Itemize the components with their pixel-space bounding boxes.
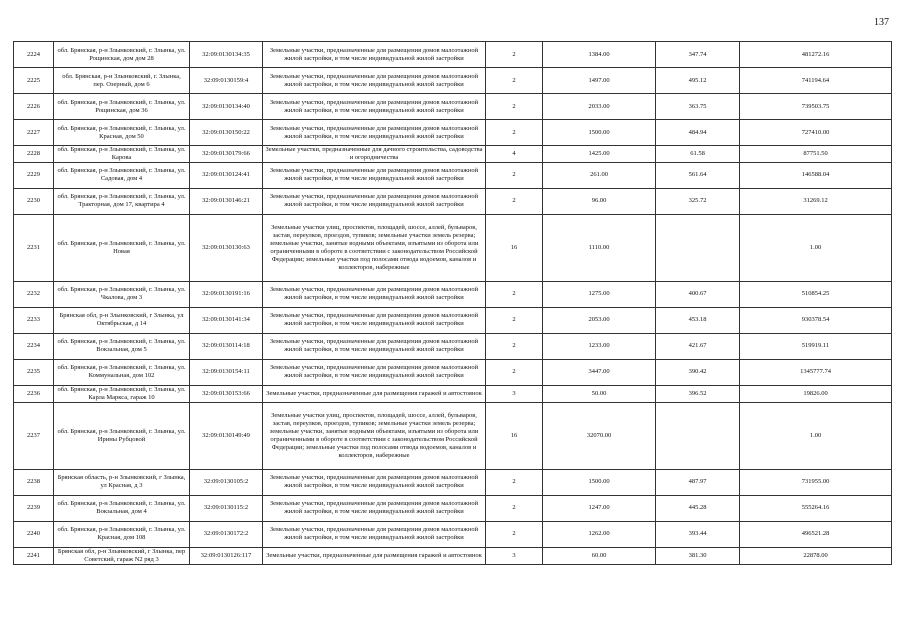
cadastral-value-cell: 496521.28 [740,521,892,547]
cadastral-value-cell: 22878.00 [740,547,892,564]
row-number: 2232 [14,281,54,307]
address-cell: обл. Брянская, р-н Злынковский, г. Злынка, ул. Красная, дом 108 [54,521,190,547]
row-number: 2227 [14,120,54,146]
cadastral-value-cell: 19826.00 [740,385,892,402]
land-use-cell: Земельные участки, предназначенные для размещения домов малоэтажной жилой застройки, в том числе индивидуальной жилой застройки [263,469,486,495]
address-cell: обл. Брянская, р-н Злынковский, г. Злынка, ул. Карла Маркса, гараж 10 [54,385,190,402]
land-use-cell: Земельные участки улиц, проспектов, площадей, шоссе, аллей, бульваров, застав, переулков, проездов, тупиков; земельные участки земель резерва; земельные участки, занятые водными объектами, изъятыми из оборота или ограниченными в обороте в соответствии с законодательством Российской Федерации; земельные участки под полосами отвода водоемов, каналов и коллекторов, набережные [263,402,486,469]
address-cell: обл. Брянская, р-н Злынковский, г. Злынка, ул. Красная, дом 50 [54,120,190,146]
table-row [14,42,892,68]
category-cell: 2 [486,42,543,68]
category-cell: 2 [486,68,543,94]
address-cell: обл. Брянская, р-н Злынковский, г. Злынка, ул. Чкалова, дом 3 [54,281,190,307]
table-row [14,521,892,547]
table-row [14,214,892,281]
area-cell: 1233.00 [543,333,656,359]
address-cell: обл. Брянская, р-н Злынковский, г. Злынка, ул. Вокзальная, дом 5 [54,333,190,359]
cadastral-number-cell: 32:09:0130124:41 [190,162,263,188]
area-cell: 1500.00 [543,120,656,146]
table-row [14,146,892,163]
cadastral-number-cell: 32:09:0130134:35 [190,42,263,68]
specific-value-cell: 61.58 [656,146,740,163]
table-row [14,469,892,495]
area-cell: 1497.00 [543,68,656,94]
cadastral-value-cell: 731955.00 [740,469,892,495]
category-cell: 2 [486,281,543,307]
address-cell: обл. Брянская, р-н Злынковский, г. Злынка, ул. Тракторная, дом 17, квартира 4 [54,188,190,214]
specific-value-cell: 325.72 [656,188,740,214]
row-number: 2228 [14,146,54,163]
table-row [14,385,892,402]
cadastral-value-cell: 741194.64 [740,68,892,94]
specific-value-cell: 453.18 [656,307,740,333]
land-use-cell: Земельные участки, предназначенные для размещения домов малоэтажной жилой застройки, в том числе индивидуальной жилой застройки [263,42,486,68]
specific-value-cell: 396.52 [656,385,740,402]
cadastral-number-cell: 32:09:0130134:40 [190,94,263,120]
cadastral-number-cell: 32:09:0130130:63 [190,214,263,281]
specific-value-cell [656,214,740,281]
area-cell: 1384.00 [543,42,656,68]
cadastral-number-cell: 32:09:0130141:34 [190,307,263,333]
specific-value-cell [656,402,740,469]
address-cell: обл. Брянская, р-н Злынковский, г. Злынка, ул. Садовая, дом 4 [54,162,190,188]
cadastral-value-cell: 555264.16 [740,495,892,521]
cadastral-value-cell: 519919.11 [740,333,892,359]
row-number: 2237 [14,402,54,469]
row-number: 2233 [14,307,54,333]
category-cell: 2 [486,469,543,495]
cadastral-value-cell: 146588.04 [740,162,892,188]
row-number: 2230 [14,188,54,214]
address-cell: обл. Брянская, р-н Злынковский, г. Злынка, ул. Карова [54,146,190,163]
table-row [14,333,892,359]
address-cell: обл. Брянская, р-н Злынковский, г. Злынка, ул. Рощинская, дом дом 28 [54,42,190,68]
table-row [14,547,892,564]
cadastral-value-cell: 1.00 [740,214,892,281]
land-use-cell: Земельные участки, предназначенные для размещения гаражей и автостоянок [263,547,486,564]
specific-value-cell: 484.94 [656,120,740,146]
land-use-cell: Земельные участки, предназначенные для размещения домов малоэтажной жилой застройки, в том числе индивидуальной жилой застройки [263,162,486,188]
row-number: 2231 [14,214,54,281]
cadastral-value-cell: 481272.16 [740,42,892,68]
address-cell: Брянская область, р-н Злынковский, г Злынка, ул Красная, д 3 [54,469,190,495]
land-use-cell: Земельные участки, предназначенные для дачного строительства, садоводства и огородничества [263,146,486,163]
table-row [14,162,892,188]
cadastral-number-cell: 32:09:0130146:21 [190,188,263,214]
area-cell: 32070.00 [543,402,656,469]
table-row [14,188,892,214]
row-number: 2225 [14,68,54,94]
address-cell: Брянская обл, р-н Злынковский, г Злынка, ул Октябрьская, д 14 [54,307,190,333]
cadastral-value-cell: 727410.00 [740,120,892,146]
category-cell: 2 [486,495,543,521]
row-number: 2234 [14,333,54,359]
specific-value-cell: 363.75 [656,94,740,120]
address-cell: Брянская обл, р-н Злынковский, г Злынка, пер Советский, гараж N2 ряд 3 [54,547,190,564]
table-row [14,307,892,333]
area-cell: 3447.00 [543,359,656,385]
table-row [14,402,892,469]
cadastral-number-cell: 32:09:0130153:66 [190,385,263,402]
land-use-cell: Земельные участки, предназначенные для размещения домов малоэтажной жилой застройки, в том числе индивидуальной жилой застройки [263,521,486,547]
table-row [14,359,892,385]
land-use-cell: Земельные участки, предназначенные для размещения домов малоэтажной жилой застройки, в том числе индивидуальной жилой застройки [263,188,486,214]
specific-value-cell: 381.30 [656,547,740,564]
cadastral-number-cell: 32:09:0130191:16 [190,281,263,307]
address-cell: обл. Брянская, р-н Злынковский, г. Злынка, ул. Вокзальная, дом 4 [54,495,190,521]
land-use-cell: Земельные участки, предназначенные для размещения домов малоэтажной жилой застройки, в том числе индивидуальной жилой застройки [263,120,486,146]
row-number: 2240 [14,521,54,547]
table-row [14,281,892,307]
land-use-cell: Земельные участки, предназначенные для размещения домов малоэтажной жилой застройки, в том числе индивидуальной жилой застройки [263,307,486,333]
row-number: 2226 [14,94,54,120]
cadastral-number-cell: 32:09:0130126:117 [190,547,263,564]
address-cell: обл. Брянская, р-н Злынковский, г. Злынка, ул. Новая [54,214,190,281]
row-number: 2229 [14,162,54,188]
land-use-cell: Земельные участки, предназначенные для размещения гаражей и автостоянок [263,385,486,402]
area-cell: 60.00 [543,547,656,564]
page-number: 137 [874,17,889,28]
address-cell: обл. Брянская, р-н Злынковский, г. Злынка, пер. Озерный, дом 6 [54,68,190,94]
table-row [14,495,892,521]
category-cell: 2 [486,359,543,385]
specific-value-cell: 390.42 [656,359,740,385]
land-use-cell: Земельные участки, предназначенные для размещения домов малоэтажной жилой застройки, в том числе индивидуальной жилой застройки [263,495,486,521]
area-cell: 1425.00 [543,146,656,163]
cadastral-value-cell: 510854.25 [740,281,892,307]
specific-value-cell: 400.67 [656,281,740,307]
specific-value-cell: 393.44 [656,521,740,547]
area-cell: 1247.00 [543,495,656,521]
cadastral-number-cell: 32:09:0130115:2 [190,495,263,521]
specific-value-cell: 445.28 [656,495,740,521]
address-cell: обл. Брянская, р-н Злынковский, г. Злынка, ул. Ирины Рубцовой [54,402,190,469]
category-cell: 2 [486,162,543,188]
category-cell: 4 [486,146,543,163]
area-cell: 2053.00 [543,307,656,333]
table-row [14,94,892,120]
row-number: 2235 [14,359,54,385]
cadastral-value-cell: 739503.75 [740,94,892,120]
category-cell: 2 [486,94,543,120]
cadastral-number-cell: 32:09:0130179:66 [190,146,263,163]
category-cell: 2 [486,188,543,214]
cadastral-value-cell: 930378.54 [740,307,892,333]
table-row [14,120,892,146]
cadastral-value-cell: 87751.50 [740,146,892,163]
category-cell: 16 [486,214,543,281]
specific-value-cell: 487.97 [656,469,740,495]
land-registry-table [13,41,892,565]
area-cell: 50.00 [543,385,656,402]
specific-value-cell: 561.64 [656,162,740,188]
category-cell: 3 [486,547,543,564]
cadastral-number-cell: 32:09:0130150:22 [190,120,263,146]
area-cell: 96.00 [543,188,656,214]
cadastral-number-cell: 32:09:0130172:2 [190,521,263,547]
cadastral-number-cell: 32:09:0130149:49 [190,402,263,469]
row-number: 2241 [14,547,54,564]
category-cell: 2 [486,120,543,146]
area-cell: 2033.00 [543,94,656,120]
table-row [14,68,892,94]
cadastral-number-cell: 32:09:0130114:18 [190,333,263,359]
land-use-cell: Земельные участки, предназначенные для размещения домов малоэтажной жилой застройки, в том числе индивидуальной жилой застройки [263,333,486,359]
category-cell: 2 [486,307,543,333]
area-cell: 1500.00 [543,469,656,495]
cadastral-value-cell: 31269.12 [740,188,892,214]
cadastral-number-cell: 32:09:0130159:4 [190,68,263,94]
land-use-cell: Земельные участки, предназначенные для размещения домов малоэтажной жилой застройки, в том числе индивидуальной жилой застройки [263,281,486,307]
cadastral-number-cell: 32:09:0130154:11 [190,359,263,385]
cadastral-value-cell: 1.00 [740,402,892,469]
address-cell: обл. Брянская, р-н Злынковский, г. Злынка, ул. Рощинская, дом 36 [54,94,190,120]
area-cell: 1110.00 [543,214,656,281]
specific-value-cell: 495.12 [656,68,740,94]
specific-value-cell: 347.74 [656,42,740,68]
address-cell: обл. Брянская, р-н Злынковский, г. Злынка, ул. Коммунальная, дом 102 [54,359,190,385]
row-number: 2239 [14,495,54,521]
area-cell: 261.00 [543,162,656,188]
category-cell: 2 [486,521,543,547]
row-number: 2236 [14,385,54,402]
cadastral-value-cell: 1345777.74 [740,359,892,385]
cadastral-number-cell: 32:09:0130105:2 [190,469,263,495]
category-cell: 16 [486,402,543,469]
specific-value-cell: 421.67 [656,333,740,359]
land-use-cell: Земельные участки, предназначенные для размещения домов малоэтажной жилой застройки, в том числе индивидуальной жилой застройки [263,359,486,385]
land-use-cell: Земельные участки улиц, проспектов, площадей, шоссе, аллей, бульваров, застав, переулков, проездов, тупиков; земельные участки земель резерва; земельные участки, занятые водными объектами, изъятыми из оборота или ограниченными в обороте в соответствии с законодательством Российской Федерации; земельные участки под полосами отвода водоемов, каналов и коллекторов, набережные [263,214,486,281]
category-cell: 2 [486,333,543,359]
land-use-cell: Земельные участки, предназначенные для размещения домов малоэтажной жилой застройки, в том числе индивидуальной жилой застройки [263,94,486,120]
category-cell: 3 [486,385,543,402]
registry-body [14,42,892,565]
row-number: 2238 [14,469,54,495]
area-cell: 1262.00 [543,521,656,547]
area-cell: 1275.00 [543,281,656,307]
land-use-cell: Земельные участки, предназначенные для размещения домов малоэтажной жилой застройки, в том числе индивидуальной жилой застройки [263,68,486,94]
row-number: 2224 [14,42,54,68]
